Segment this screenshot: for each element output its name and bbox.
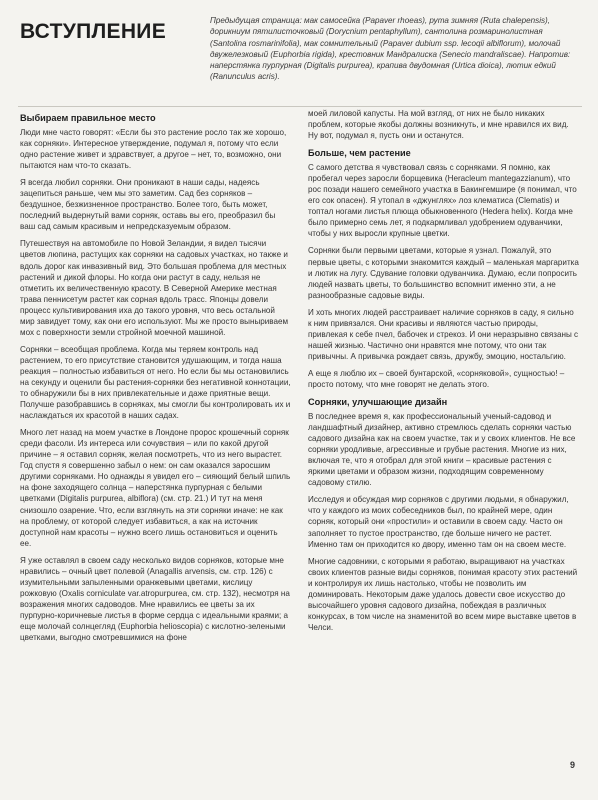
body-paragraph: И хоть многих людей расстраивает наличие сорняков в саду, я сильно к ним привязался. Они красивы и являются частью природы, привлекая к себе пчел, бабочек и стрекоз. И они неразрывно связаны с нашей жизнью. Частично они нравятся мне потому, что они так привычны. А привычка рождает связь, дружбу, эмоцию, ностальгию.	[308, 307, 579, 361]
body-paragraph: С самого детства я чувствовал связь с сорняками. Я помню, как пробегал через заросли борщевика (Heracleum mantegazzianum), что рос позади нашего семейного участка в Бакингемшире (я понимал, что его сок опасен). Я утопал в «джунглях» лоз клематиса (Clematis) и топтал ногами листья плюща обыкновенного (Hedera helix). Когда мне было примерно семь лет, я подкармливал удобрением одуванчики, чтобы у них выросли крупные цветки.	[308, 163, 577, 239]
page-number: 9	[570, 760, 576, 770]
right-column	[308, 108, 579, 639]
section-heading-weeds-improving-design: Сорняки, улучшающие дизайн	[308, 397, 448, 408]
section-heading-more-than-plant: Больше, чем растение	[308, 148, 411, 159]
body-paragraph: Сорняки – всеобщая проблема. Когда мы теряем контроль над растением, то его присутствие становится удушающим, и тогда наша реакция – полностью избавиться от него. Но если бы мы остановились на секунду и оценили бы растения-сорняки без негативной коннотации, то обнаружили бы в них привлекательные и даже приятные вещи. Получше разобравшись в сорняках, мы смогли бы контролировать их и наслаждаться их красотой в наших садах.	[20, 344, 291, 421]
section-heading-right-place: Выбираем правильное место	[20, 113, 156, 123]
body-paragraph: Люди мне часто говорят: «Если бы это растение росло так же хорошо, как сорняки». Интересное утверждение, подумал я, потому что если одно растение живет и здравствует, а другое – нет, то, возможно, они пытаются нам что-то сказать.	[20, 128, 287, 171]
photo-caption: Предыдущая страница: мак самосейка (Papaver rhoeas), рута зимняя (Ruta chalepensis), дорикниум пятилисточковый (Dorycnium pentaphyllum), сантолина розмаринолистная (Santolina rosmarinifolia), мак сомнительный (Papaver dubium ssp. lecoqii albiflorum), молочай двужелезковый (Euphorbia rigida), крестовник Мандралиска (Senecio mandraliscae). Напротив: наперстянка пурпурная (Digitalis purpurea), крапива двудомная (Urtica dioica), лютик едкий (Ranunculus acris).	[210, 16, 571, 82]
page-title: ВСТУПЛЕНИЕ	[20, 20, 167, 43]
left-column	[20, 112, 291, 649]
body-paragraph: Я всегда любил сорняки. Они проникают в наши сады, надеясь зацепиться раньше, чем мы это заметим. Сад без сорняков – бездушное, безжизненное пространство. Более того, быть может, последний выдернутый вами сорняк, оставь вы его, преобразил бы ваш сад самым красивым и непредсказуемым образом.	[20, 178, 276, 232]
header-divider	[18, 106, 582, 107]
body-paragraph: моей лиловой капусты. На мой взгляд, от них не было никаких проблем, которые якобы должны возникнуть, и мне нравился их вид. Ну вот, подумал я, пусть они и останутся.	[308, 109, 569, 141]
body-paragraph: Многие садовники, с которыми я работаю, выращивают на участках своих клиентов разные виды сорняков, понимая красоту этих растений и контролируя их лишь настолько, чтобы не позволить им доминировать. Некоторым даже удалось довести свое искусство до высочайшего уровня садового дизайна, побеждая в различных конкурсах, в том числе на знаменитой во всем мире выставке цветов в Челси.	[308, 556, 578, 632]
body-paragraph: А еще я люблю их – своей бунтарской, «сорняковой», сущностью! – просто потому, что мне говорят не делать этого.	[308, 368, 565, 389]
body-paragraph: Сорняки были первыми цветами, которые я узнал. Пожалуй, это первые цветы, с которыми знакомится каждый – маленькая маргаритка и лютик на лугу. Сдувание головки одуванчика. Думаю, если попросить людей назвать цветы, то большинство вспомнит именно эти, а не разнообразные садовые виды.	[308, 246, 579, 300]
body-paragraph: В последнее время я, как профессиональный ученый-садовод и ландшафтный дизайнер, активно стремлюсь сделать сорняки частью садового дизайна как на своем участке, так и у своих клиентов. Не все сорняки уродливые, агрессивные и грубые растения. Многие из них, включая те, что я отобрал для этой книги – красивые растения с яркими цветами и образом жизни, подходящим современному садовому стилю.	[308, 412, 576, 488]
body-paragraph: Я уже оставлял в своем саду несколько видов сорняков, которые мне нравились – очный цвет полевой (Anagallis arvensis, см. стр. 126) с изумительными запыленными оранжевыми цветами, кислицу рожковую (Oxalis corniculate var.atropurpurea, см. стр. 132), несмотря на возражения многих садоводов. Мне нравились ее цветы за их пурпурно-коричневые листья в форме сердца с идеальными краями; а еще молочай солнцегляд (Euphorbia helioscopia) с кислотно-зелеными цветками, выгодно смотревшимися на фоне	[20, 555, 290, 643]
body-paragraph: Исследуя и обсуждая мир сорняков с другими людьми, я обнаружил, что у каждого из моих собеседников был, по крайней мере, один сорняк, который они «простили» и оставили в своем саду. Часто он заполняет то пустое пространство, где больше ничего не растет. Именно там он приходится ко двору, именно там он на своем месте.	[308, 495, 569, 549]
body-paragraph: Много лет назад на моем участке в Лондоне пророс крошечный сорняк среди фасоли. Из интереса или сочувствия – или по какой другой причине – я оставил сорняк, желая посмотреть, что из него вырастет. Год спустя я совершенно забыл о нем: он сам оказался заросшим другими сорняками. Но однажды я увидел его – сияющий белый шпиль на фоне заходящего солнца – наперстянка пурпурная с белыми цветками (Digitalis purpurea, albiflora) (см. стр. 21.) И тут на меня снизошло озарение. Что, если взглянуть на эти сорняки иначе: не как на проблему, от которой следует избавиться, а как на источник доступной нам красоты – нужно всего лишь остановиться и оценить ее.	[20, 428, 291, 548]
body-paragraph: Путешествуя на автомобиле по Новой Зеландии, я видел тысячи цветов люпина, растущих как сорняки на садовых участках, но также и вдоль дорог как инвазивный вид. Это большая проблема для местных растений и дикой флоры. Но когда они растут в саду, нельзя не отметить их величественную красоту. В Северной Америке местная трава пеннисетум растет как сорная вдоль трасс. Японцы довели процесс культивирования иха до такого уровня, что весь остальной мир завидует тому, как они его используют. Мы же просто выныриваем мох с поверхности земли стройной моечной машиной.	[20, 239, 289, 337]
